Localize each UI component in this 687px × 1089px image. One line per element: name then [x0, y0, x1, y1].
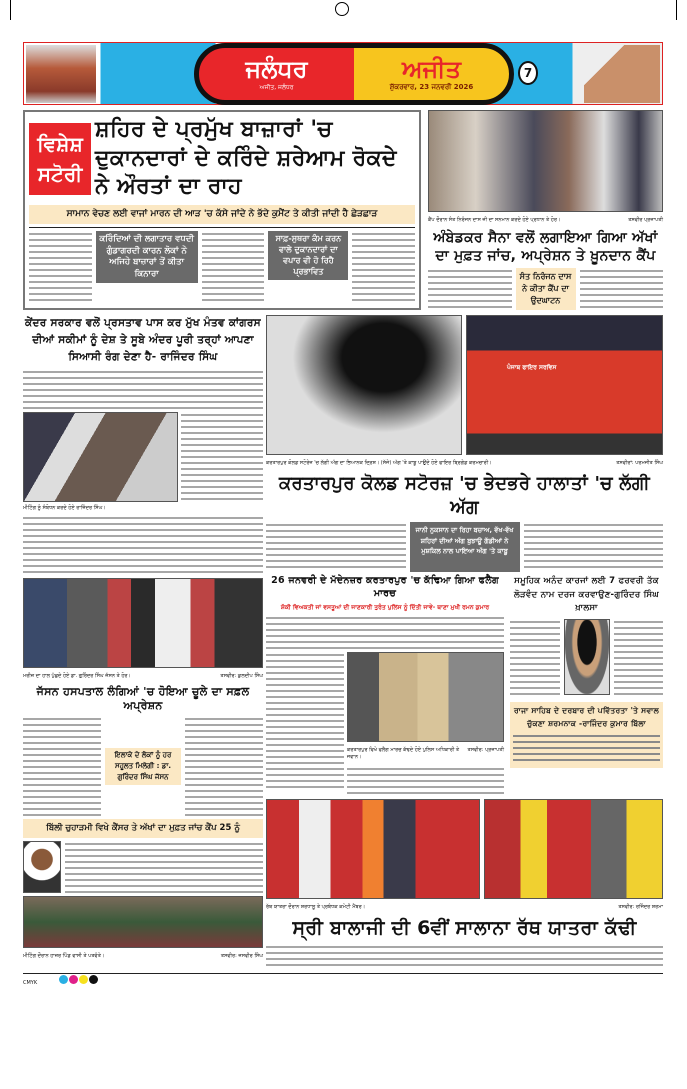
hospital-pullquote: ਇਲਾਕੇ ਦੇ ਲੋਕਾਂ ਨੂੰ ਹਰ ਸਹੂਲਤ ਮਿਲੇਗੀ : ਡਾ. ਗੁਰਿੰਦਰ ਸਿੰਘ ਜੱਸਨ — [105, 748, 181, 786]
flagmarch-body-2 — [266, 652, 344, 792]
hospital-credit: ਤਸਵੀਰ: ਕੁਲਦੀਪ ਸਿੰਘ — [220, 672, 263, 679]
lead-body — [29, 231, 92, 304]
right-wide-column — [266, 315, 663, 967]
masthead-left-half — [199, 48, 354, 100]
divider — [29, 227, 415, 228]
flagmarch-body-3 — [347, 766, 504, 796]
crop-mark — [10, 0, 11, 20]
raja-headline: ਰਾਜਾ ਸਾਹਿਬ ਦੇ ਦਰਬਾਰ ਦੀ ਪਵਿੱਤਰਤਾ 'ਤੇ ਸਵਾਲ ਚੁੱਕਣਾ ਸ਼ਰਮਨਾਕ -ਰਾਜਿੰਦਰ ਕੁਮਾਰ ਬਿੱਲਾ — [514, 705, 659, 728]
ambedkar-credit: ਤਸਵੀਰ ਪ੍ਰਜਾਪਤੀ — [628, 217, 663, 223]
page-number: 7 — [518, 61, 538, 85]
flagmarch-headline: 26 ਜਨਵਰੀ ਦੇ ਮੱਦੇਨਜ਼ਰ ਕਰਤਾਰਪੁਰ 'ਚ ਕੱਢਿਆ ਗਿਆ ਫਲੈਗ ਮਾਰਚ — [271, 575, 499, 599]
ambedkar-body-2 — [580, 268, 664, 310]
crop-mark — [676, 0, 677, 20]
masthead-logo — [194, 43, 514, 105]
cyan-swatch — [59, 975, 68, 984]
ambedkar-body — [428, 268, 512, 310]
masthead-title-left: ਜਲੰਧਰ — [245, 55, 308, 84]
hospital-body-2 — [185, 716, 263, 816]
yellow-swatch — [79, 975, 88, 984]
congress-caption: ਮੀਟਿੰਗ ਨੂੰ ਸੰਬੋਧਨ ਕਰਦੇ ਹੋਏ ਰਾਜਿੰਦਰ ਸਿੰਘ। — [23, 504, 106, 511]
flagmarch-caption: ਕਰਤਾਰਪੁਰ ਵਿਖੇ ਫਲੈਗ ਮਾਰਚ ਕੱਢਦੇ ਹੋਏ ਪੁਲਿਸ ਅਧਿਕਾਰੀ ਤੇ ਜਵਾਨ। — [347, 746, 460, 760]
khalsa-raja-column — [510, 575, 663, 768]
raja-body — [513, 733, 660, 765]
masthead-right-half — [354, 48, 509, 100]
fire-body — [266, 522, 406, 572]
masthead-photo-left — [26, 45, 96, 103]
meeting-photo — [23, 896, 263, 948]
fire-pullquote: ਜਾਨੀ ਨੁਕਸਾਨ ਦਾ ਰਿਹਾ ਬਚਾਅ, ਵੱਖ-ਵੱਖ ਸ਼ਹਿਰਾਂ ਦੀਆਂ ਅੱਗ ਬੁਝਾਊ ਗੱਡੀਆਂ ਨੇ ਮੁਸ਼ਕਿਲ ਨਾਲ ਪਾਇਆ ਅੱਗ 'ਤੇ ਕਾਬੂ — [410, 522, 520, 572]
masthead-title-right: ਅਜੀਤ — [402, 54, 461, 83]
balaji-caption: ਰੱਥ ਯਾਤਰਾ ਦੌਰਾਨ ਸ਼ਰਧਾਲੂ ਤੇ ਪ੍ਰਬੰਧਕ ਕਮੇਟੀ ਮੈਂਬਰ। — [266, 903, 366, 910]
ambedkar-caption: ਕੈਂਪ ਦੌਰਾਨ ਸੰਤ ਨਿਰੰਜਨ ਦਾਸ ਜੀ ਦਾ ਸਨਮਾਨ ਕਰਦੇ ਹੋਏ ਪ੍ਰਧਾਨ ਤੇ ਹੋਰ। — [428, 217, 561, 223]
congress-body-2 — [181, 412, 263, 502]
lead-body-2 — [202, 231, 265, 304]
black-swatch — [89, 975, 98, 984]
balaji-body — [266, 944, 663, 968]
lead-pullquote-2: ਸਾਫ਼-ਸੁਥਰਾ ਕੰਮ ਕਰਨ ਵਾਲੇ ਦੁਕਾਨਦਾਰਾਂ ਦਾ ਵਪਾਰ ਵੀ ਹੋ ਰਿਹੈ ਪ੍ਰਭਾਵਿਤ — [268, 231, 348, 280]
flagmarch-body — [266, 615, 504, 649]
balaji-credit: ਤਸਵੀਰ: ਰਜਿੰਦਰ ਸ਼ਰਮਾ — [618, 903, 663, 910]
meeting-credit: ਤਸਵੀਰ: ਜਸਵੀਰ ਸਿੰਘ — [220, 953, 263, 960]
balaji-headline: ਸ੍ਰੀ ਬਾਲਾਜੀ ਦੀ 6ਵੀਂ ਸਾਲਾਨਾ ਰੱਥ ਯਾਤਰਾ ਕੱਢੀ — [292, 916, 637, 939]
lead-subhead: ਸਾਮਾਨ ਵੇਚਣ ਲਈ ਵਾਜਾਂ ਮਾਰਨ ਦੀ ਆੜ 'ਚ ਕੱਸੇ ਜਾਂਦੇ ਨੇ ਭੱਦੇ ਕੁਮੈਂਟ ਤੇ ਕੀਤੀ ਜਾਂਦੀ ਹੈ ਛੇੜਛਾੜ — [29, 205, 415, 225]
left-column — [23, 315, 263, 962]
lead-story-frame — [23, 110, 421, 310]
masthead-edition: ਅਜੀਤ, ਜਲੰਧਰ — [259, 83, 294, 91]
fire-headline: ਕਰਤਾਰਪੁਰ ਕੋਲਡ ਸਟੋਰਜ਼ 'ਚ ਭੇਦਭਰੇ ਹਾਲਾਤਾਂ 'ਚ ਲੱਗੀ ਅੱਗ — [278, 473, 651, 518]
congress-photo — [23, 412, 178, 502]
hospital-headline: ਜੱਸਨ ਹਸਪਤਾਲ ਲੰਗਿਆਂ 'ਚ ਹੋਇਆ ਚੂਲੇ ਦਾ ਸਫ਼ਲ ਅਪ੍ਰੇਸ਼ਨ — [36, 684, 250, 713]
lead-pullquote-1: ਕਰਿੰਦਿਆਂ ਦੀ ਲਗਾਤਾਰ ਵਧਦੀ ਗੁੰਡਾਗਰਦੀ ਕਾਰਨ ਲੋਕਾਂ ਨੇ ਅਜਿਹੇ ਬਾਜ਼ਾਰਾਂ ਤੋਂ ਕੀਤਾ ਕਿਨਾਰਾ — [96, 231, 198, 283]
fire-truck-label: ਪੰਜਾਬ ਫਾਇਰ ਸਰਵਿਸ — [507, 364, 557, 372]
ambedkar-story — [428, 110, 663, 310]
ambedkar-headline: ਅੰਬੇਡਕਰ ਸੈਨਾ ਵਲੋਂ ਲਗਾਇਆ ਗਿਆ ਅੱਖਾਂ ਦਾ ਮੁਫ਼ਤ ਜਾਂਚ, ਅਪ੍ਰੇਸ਼ਨ ਤੇ ਖ਼ੂਨਦਾਨ ਕੈਂਪ — [433, 230, 658, 265]
print-color-bar — [23, 973, 663, 985]
magenta-swatch — [69, 975, 78, 984]
fire-truck-photo — [466, 315, 663, 455]
masthead-date: ਸ਼ੁੱਕਰਵਾਰ, 23 ਜਨਵਰੀ 2026 — [389, 83, 474, 92]
ambedkar-pullquote: ਸੰਤ ਨਿਰੰਜਨ ਦਾਸ ਨੇ ਕੀਤਾ ਕੈਂਪ ਦਾ ਉਦਘਾਟਨ — [516, 268, 576, 310]
khalsa-portrait — [564, 619, 610, 695]
ambedkar-camp-photo — [428, 110, 663, 212]
fire-body-2 — [524, 522, 664, 572]
khalsa-headline: ਸਮੂਹਿਕ ਅਨੰਦ ਕਾਰਜਾਂ ਲਈ 7 ਫਰਵਰੀ ਤੱਕ ਲੋੜਵੰਦ ਨਾਮ ਦਰਜ ਕਰਵਾਉਣ-ਗੁਰਿੰਦਰ ਸਿੰਘ ਖ਼ਾਲਸਾ — [514, 576, 659, 614]
masthead — [23, 42, 663, 105]
hospital-body — [23, 716, 101, 816]
cmyk-label: CMYK — [23, 979, 38, 986]
raja-box — [510, 702, 663, 769]
congress-headline: ਕੇਂਦਰ ਸਰਕਾਰ ਵਲੋਂ ਪ੍ਰਸਤਾਵ ਪਾਸ ਕਰ ਮੁੱਖ ਮੰਤਵ ਕਾਂਗਰਸ ਦੀਆਂ ਸਕੀਮਾਂ ਨੂੰ ਦੇਸ਼ ਤੇ ਸੂਬੇ ਅੰਦਰ ਪੂਰੀ ਤਰ੍ਹਾਂ ਆਪਣਾ ਸਿਆਸੀ ਰੰਗ ਦੇਣਾ ਹੈ- ਰਾਜਿੰਦਰ ਸਿੰਘ — [25, 317, 261, 363]
special-story-tag: ਵਿਸ਼ੇਸ਼ ਸਟੋਰੀ — [29, 123, 91, 195]
camp-body — [65, 841, 263, 893]
balaji-photo-right — [484, 799, 663, 899]
congress-body — [23, 369, 263, 409]
registration-mark-icon — [335, 2, 349, 16]
lead-body-3 — [352, 231, 415, 304]
flagmarch-subhead: ਸ਼ੱਕੀ ਵਿਅਕਤੀ ਜਾਂ ਵਸਤੂਆਂ ਦੀ ਜਾਣਕਾਰੀ ਤੁਰੰਤ ਪੁਲਿਸ ਨੂੰ ਦਿੱਤੀ ਜਾਵੇ- ਥਾਣਾ ਮੁਖੀ ਰਮਨ ਕੁਮਾਰ — [280, 603, 490, 611]
congress-body-3 — [23, 515, 263, 575]
hospital-photo — [23, 578, 263, 668]
page-body — [23, 110, 663, 985]
khalsa-body — [510, 619, 560, 699]
flagmarch-story — [266, 575, 504, 796]
hospital-caption: ਮਰੀਜ਼ ਦਾ ਹਾਲ ਪੁੱਛਦੇ ਹੋਏ ਡਾ. ਗੁਰਿੰਦਰ ਸਿੰਘ ਜੱਸਨ ਤੇ ਹੋਰ। — [23, 672, 131, 679]
lead-headline: ਸ਼ਹਿਰ ਦੇ ਪ੍ਰਮੁੱਖ ਬਾਜ਼ਾਰਾਂ 'ਚ ਦੁਕਾਨਦਾਰਾਂ ਦੇ ਕਰਿੰਦੇ ਸ਼ਰੇਆਮ ਰੋਕਦੇ ਨੇ ਔਰਤਾਂ ਦਾ ਰਾਹ — [95, 117, 397, 200]
fire-credit: ਤਸਵੀਰਾਂ: ਪਰਮਜੀਤ ਸਿੰਘ — [616, 460, 663, 467]
fire-smoke-photo — [266, 315, 462, 455]
camp-portrait — [23, 841, 61, 893]
camp-headline: ਬਿੱਲੀ ਚੁਹਾੜਮੀ ਵਿਖੇ ਕੈਂਸਰ ਤੇ ਅੱਖਾਂ ਦਾ ਮੁਫ਼ਤ ਜਾਂਚ ਕੈਂਪ 25 ਨੂੰ — [23, 819, 263, 838]
masthead-photo-right — [584, 45, 660, 103]
meeting-caption: ਮੀਟਿੰਗ ਦੌਰਾਨ ਹਾਜ਼ਰ ਪਿੰਡ ਵਾਸੀ ਤੇ ਪਤਵੰਤੇ। — [23, 953, 105, 960]
khalsa-body-2 — [614, 619, 664, 699]
fire-caption: ਕਰਤਾਰਪੁਰ ਕੋਲਡ ਸਟੋਰੇਜ 'ਚ ਲੱਗੀ ਅੱਗ ਦਾ ਭਿਆਨਕ ਦ੍ਰਿਸ਼। (ਸੱਜੇ) ਅੱਗ 'ਤੇ ਕਾਬੂ ਪਾਉਂਦੇ ਹੋਏ ਫਾਇਰ ਬ੍ਰਿਗੇਡ ਕਰਮਚਾਰੀ। — [266, 460, 492, 467]
balaji-photo-left — [266, 799, 480, 899]
flagmarch-photo — [347, 652, 504, 742]
flagmarch-credit: ਤਸਵੀਰ: ਪ੍ਰਜਾਪਤੀ — [467, 746, 504, 753]
